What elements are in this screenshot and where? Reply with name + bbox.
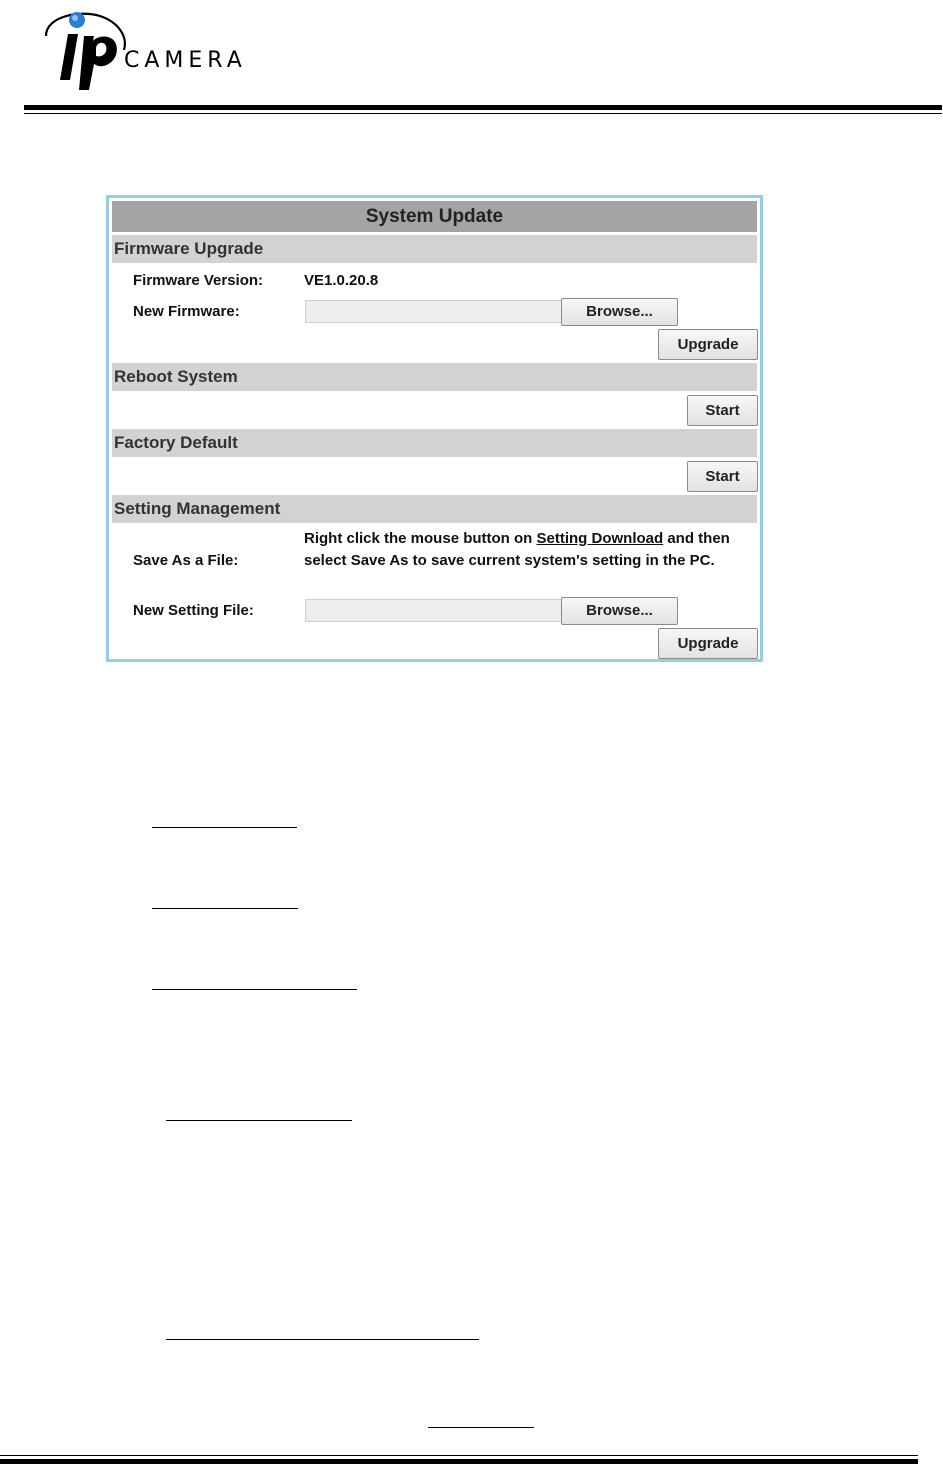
ip-camera-logo [40, 6, 300, 94]
new-setting-file-label: New Setting File: [133, 602, 254, 619]
new-firmware-file-input[interactable] [305, 300, 564, 323]
firmware-upgrade-button[interactable]: Upgrade [658, 329, 758, 360]
blank-underline-5 [166, 1339, 479, 1340]
system-update-panel [106, 195, 763, 662]
blank-underline-page-number [428, 1427, 534, 1428]
reboot-system-heading: Reboot System [112, 363, 757, 391]
firmware-upgrade-heading: Firmware Upgrade [112, 235, 757, 263]
description-text-end: and then select Save As to save current system's setting in the PC. [304, 530, 730, 569]
header-rule-thick [24, 105, 942, 110]
firmware-version-value: VE1.0.20.8 [304, 272, 379, 289]
firmware-browse-button[interactable]: Browse... [561, 298, 678, 326]
new-firmware-label: New Firmware: [133, 303, 240, 320]
description-text-start: Right click the mouse button on [304, 530, 537, 547]
setting-download-link[interactable]: Setting Download [536, 530, 664, 547]
logo-text: CAMERA [124, 48, 247, 73]
save-as-file-description [304, 528, 754, 572]
blank-underline-2 [152, 908, 298, 909]
panel-title: System Update [112, 201, 757, 232]
factory-default-heading: Factory Default [112, 429, 757, 457]
blank-underline-4 [166, 1120, 352, 1121]
new-setting-file-input[interactable] [305, 599, 564, 622]
reboot-start-button[interactable]: Start [687, 395, 758, 426]
setting-management-heading: Setting Management [112, 495, 757, 523]
save-as-file-label: Save As a File: [133, 552, 239, 569]
factory-default-start-button[interactable]: Start [687, 461, 758, 492]
footer-rule-thick [0, 1459, 918, 1464]
setting-browse-button[interactable]: Browse... [561, 597, 678, 625]
blank-underline-1 [152, 827, 297, 828]
setting-upgrade-button[interactable]: Upgrade [658, 628, 758, 659]
blank-underline-3 [152, 989, 357, 990]
footer-rule-thin [0, 1455, 918, 1456]
header-rule-thin [24, 113, 942, 114]
firmware-version-label: Firmware Version: [133, 272, 264, 289]
